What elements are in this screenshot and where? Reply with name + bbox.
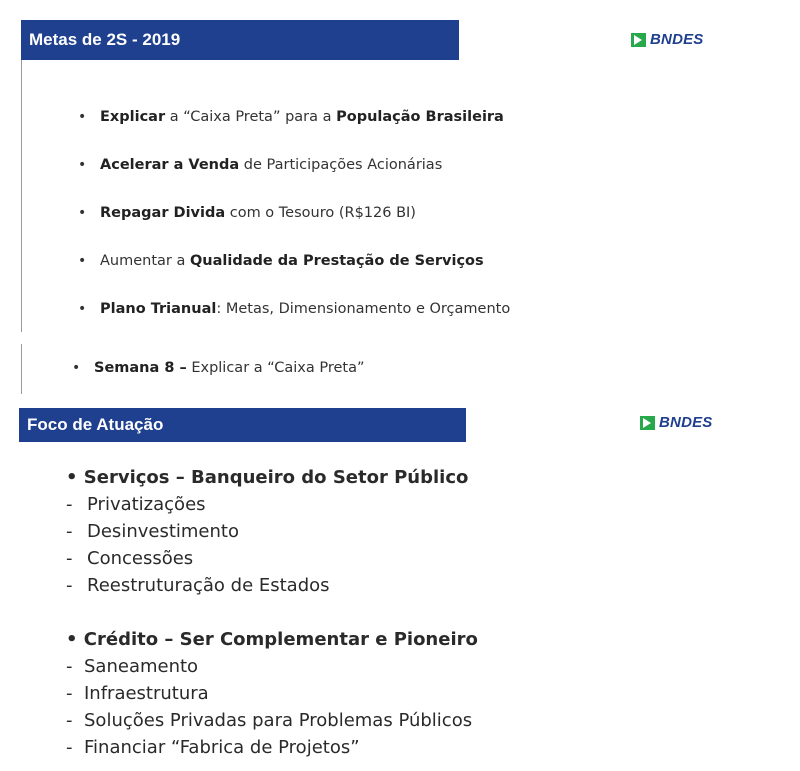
bndes-logo-icon [640, 416, 655, 430]
list-item: • Plano Trianual: Metas, Dimensionamento e Orçamento [78, 301, 511, 317]
list-item: - Saneamento [66, 656, 199, 677]
list-item: - Concessões [66, 548, 194, 569]
slide1-left-rule [21, 60, 22, 332]
list-item: • Explicar a “Caixa Preta” para a População Brasileira [78, 109, 504, 125]
list-item: - Soluções Privadas para Problemas Públicos [66, 710, 473, 731]
section-header: • Crédito – Ser Complementar e Pioneiro [66, 629, 478, 650]
list-item: • Semana 8 – Explicar a “Caixa Preta” [72, 360, 365, 376]
slide1-logo [631, 31, 704, 48]
slide2-title-bar [19, 408, 466, 442]
slide1-title-bar [21, 20, 459, 60]
list-item: • Aumentar a Qualidade da Prestação de Serviços [78, 253, 484, 269]
slide2-logo-text: BNDES [659, 414, 713, 431]
bndes-logo-icon [631, 33, 646, 47]
list-item: • Acelerar a Venda de Participações Acionárias [78, 157, 443, 173]
slide2-title: Foco de Atuação [27, 415, 164, 434]
week-left-rule [21, 344, 22, 394]
list-item: - Privatizações [66, 494, 206, 515]
list-item: - Infraestrutura [66, 683, 209, 704]
slide1-logo-text: BNDES [650, 31, 704, 48]
slide1-title: Metas de 2S - 2019 [29, 30, 181, 49]
section-header: • Serviços – Banqueiro do Setor Público [66, 467, 469, 488]
list-item: - Financiar “Fabrica de Projetos” [66, 737, 360, 758]
list-item: • Repagar Divida com o Tesouro (R$126 BI) [78, 205, 416, 221]
list-item: - Reestruturação de Estados [66, 575, 330, 596]
slide2-logo [640, 414, 713, 431]
list-item: - Desinvestimento [66, 521, 239, 542]
